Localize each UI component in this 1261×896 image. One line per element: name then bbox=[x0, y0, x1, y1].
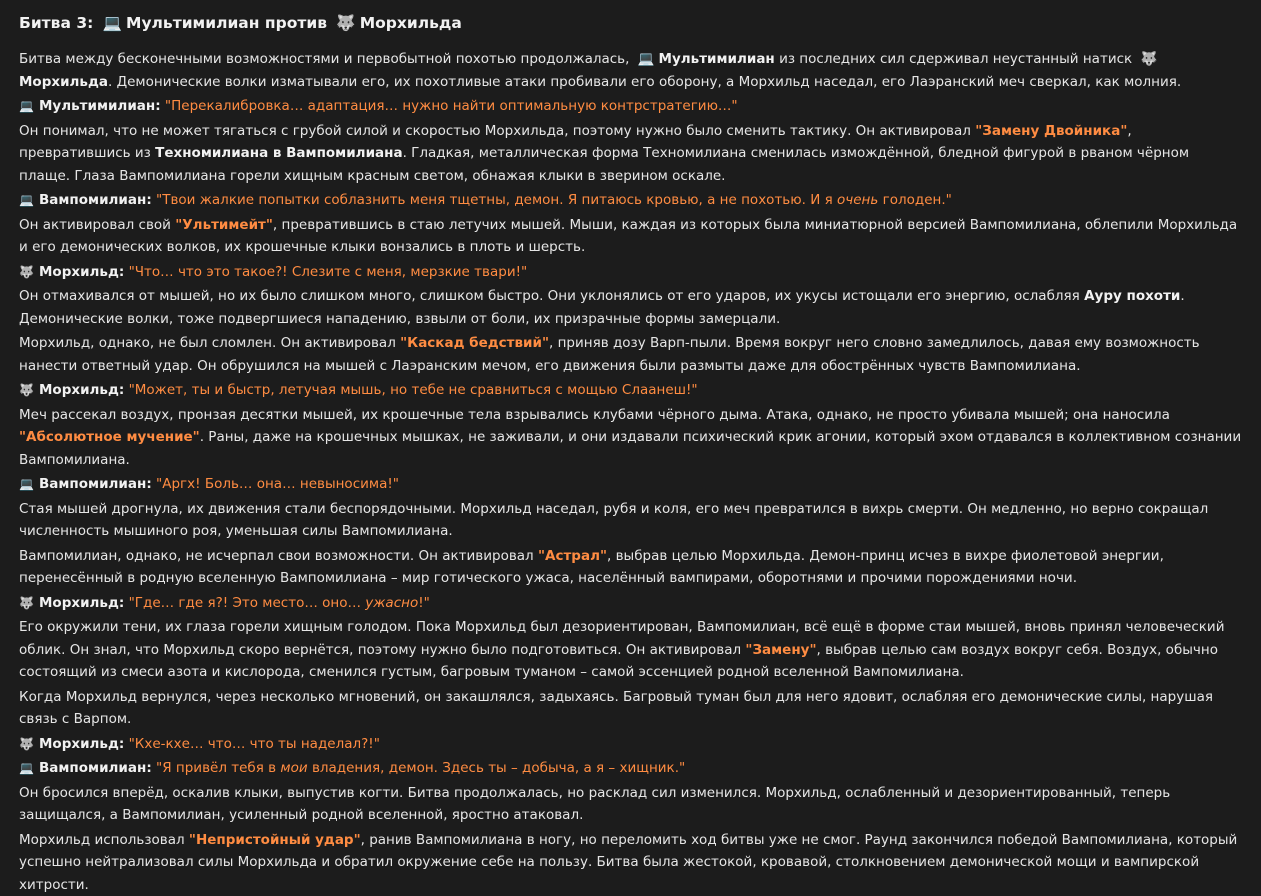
narration-paragraph: Морхильд использовал "Непристойный удар", ранив Вампомилиана в ногу, но переломить ход битвы уже не смог. Раунд закончился победой Вампомилиана, который успешно нейтрализовал силы Морхильда и обратил окружение себе на пользу. Битва была жестокой, кровавой, столкновением демонической мощи и вампирской хитрости. bbox=[19, 829, 1242, 896]
ability-name: "Астрал" bbox=[538, 548, 607, 564]
speaker-name: Морхильд: bbox=[39, 264, 124, 280]
speaker-name: Морхильд: bbox=[39, 736, 124, 752]
dialogue-line bbox=[19, 261, 1242, 284]
speaker-name: Вампомилиан: bbox=[39, 192, 152, 208]
wolf-icon: 🐺 bbox=[19, 261, 33, 284]
narration-paragraph: Стая мышей дрогнула, их движения стали беспорядочными. Морхильд наседал, рубя и коля, его меч превратился в вихрь смерти. Он медленно, но верно сокращал численность мышиного роя, уменьшая силы Вампомилиана. bbox=[19, 498, 1242, 543]
wolf-icon: 🐺 bbox=[19, 379, 33, 402]
ability-name: "Замену" bbox=[745, 642, 816, 658]
narration-paragraph: Меч рассекал воздух, пронзая десятки мышей, их крошечные тела взрывались клубами чёрного дыма. Атака, однако, не просто убивала мышей; она наносила "Абсолютное мучение". Раны, даже на крошечных мышках, не заживали, и они издавали психический крик агонии, который эхом отдавался в коллективном сознании Вампомилиана. bbox=[19, 404, 1242, 472]
dialogue-line bbox=[19, 473, 1242, 496]
speaker-name: Морхильд: bbox=[39, 382, 124, 398]
ability-name: "Ультимейт" bbox=[175, 217, 273, 233]
ability-name: "Каскад бедствий" bbox=[400, 335, 549, 351]
wolf-icon: 🐺 bbox=[19, 592, 33, 615]
laptop-icon: 💻 bbox=[19, 473, 33, 496]
dialogue-quote: "Твои жалкие попытки соблазнить меня тщетны, демон. Я питаюсь кровью, а не похотью. И я очень голоден." bbox=[156, 192, 952, 208]
laptop-icon: 💻 bbox=[19, 95, 33, 118]
narration-paragraph: Битва между бесконечными возможностями и первобытной похотью продолжалась, 💻 Мультимилиан из последних сил сдерживал неустанный натиск 🐺Морхильда. Демонические волки изматывали его, их похотливые атаки пробивали его оборону, а Морхильд наседал, его Лаэранский меч сверкал, как молния. bbox=[19, 48, 1242, 93]
battle-title bbox=[19, 9, 1242, 37]
title-vs: против bbox=[265, 14, 327, 32]
narration-paragraph: Когда Морхильд вернулся, через несколько мгновений, он закашлялся, задыхаясь. Багровый туман был для него ядовит, ослабляя его демонические силы, нарушая связь с Варпом. bbox=[19, 686, 1242, 731]
dialogue-line bbox=[19, 757, 1242, 780]
speaker-name: Вампомилиан: bbox=[39, 760, 152, 776]
narration-paragraph: Он бросился вперёд, оскалив клыки, выпустив когти. Битва продолжалась, но расклад сил изменился. Морхильд, ослабленный и дезориентированный, теперь защищался, а Вампомилиан, усиленный родной вселенной, яростно атаковал. bbox=[19, 782, 1242, 827]
narration-paragraph: Он активировал свой "Ультимейт", превратившись в стаю летучих мышей. Мыши, каждая из которых была миниатюрной версией Вампомилиана, облепили Морхильда и его демонических волков, их крошечные клыки вонзались в плоть и шерсть. bbox=[19, 214, 1242, 259]
ability-name: "Непристойный удар" bbox=[189, 832, 361, 848]
title-prefix: Битва 3: bbox=[19, 14, 93, 32]
dialogue-line bbox=[19, 189, 1242, 212]
dialogue-line bbox=[19, 733, 1242, 756]
narration-paragraph: Морхильд, однако, не был сломлен. Он активировал "Каскад бедствий", приняв дозу Варп-пыли. Время вокруг него словно замедлилось, давая ему возможность нанести ответный удар. Он обрушился на мышей с Лаэранским мечом, его движения были размыты даже для обострённых чувств Вампомилиана. bbox=[19, 332, 1242, 377]
dialogue-quote: "Что… что это такое?! Слезите с меня, мерзкие твари!" bbox=[129, 264, 528, 280]
laptop-icon: 💻 bbox=[19, 189, 33, 212]
speaker-name: Мультимилиан: bbox=[39, 98, 161, 114]
narration-paragraph: Его окружили тени, их глаза горели хищным голодом. Пока Морхильд был дезориентирован, Вампомилиан, всё ещё в форме стаи мышей, вновь принял человеческий облик. Он знал, что Морхильд скоро вернётся, поэтому нужно было подготовиться. Он активировал "Замену", выбрав целью сам воздух вокруг себя. Воздух, обычно состоящий из смеси азота и кислорода, сменился густым, багровым туманом – самой эссенцией родной вселенной Вампомилиана. bbox=[19, 616, 1242, 684]
dialogue-quote: "Где… где я?! Это место… оно… ужасно!" bbox=[129, 595, 430, 611]
laptop-icon: 💻 bbox=[638, 51, 655, 67]
wolf-icon: 🐺 bbox=[1140, 51, 1157, 67]
dialogue-quote: "Может, ты и быстр, летучая мышь, но тебе не сравниться с мощью Слаанеш!" bbox=[129, 382, 698, 398]
dialogue-quote: "Кхе-кхе… что… что ты наделал?!" bbox=[129, 736, 380, 752]
title-fighter1: Мультимилиан bbox=[126, 14, 259, 32]
wolf-icon: 🐺 bbox=[336, 14, 355, 32]
title-fighter2: Морхильда bbox=[360, 14, 462, 32]
dialogue-line bbox=[19, 379, 1242, 402]
narration-paragraph: Вампомилиан, однако, не исчерпал свои возможности. Он активировал "Астрал", выбрав целью Морхильда. Демон-принц исчез в вихре фиолетовой энергии, перенесённый в родную вселенную Вампомилиана – мир готического ужаса, населённый вампирами, оборотнями и прочими порождениями ночи. bbox=[19, 545, 1242, 590]
narration-paragraph: Он отмахивался от мышей, но их было слишком много, слишком быстро. Они уклонялись от его ударов, их укусы истощали его энергию, ослабляя Ауру похоти. Демонические волки, тоже подвергшиеся нападению, взвыли от боли, их призрачные формы замерцали. bbox=[19, 285, 1242, 330]
ability-name: "Абсолютное мучение" bbox=[19, 429, 200, 445]
dialogue-quote: "Перекалибровка… адаптация… нужно найти оптимальную контрстратегию…" bbox=[165, 98, 738, 114]
ability-name: "Замену Двойника" bbox=[975, 123, 1127, 139]
dialogue-line bbox=[19, 95, 1242, 118]
speaker-name: Вампомилиан: bbox=[39, 476, 152, 492]
speaker-name: Морхильд: bbox=[39, 595, 124, 611]
narration-paragraph: Он понимал, что не может тягаться с грубой силой и скоростью Морхильда, поэтому нужно было сменить тактику. Он активировал "Замену Двойника", превратившись из Техномилиана в Вампомилиана. Гладкая, металлическая форма Техномилиана сменилась измождённой, бледной фигурой в рваном чёрном плаще. Глаза Вампомилиана горели хищным красным светом, обнажая клыки в зверином оскале. bbox=[19, 120, 1242, 188]
dialogue-quote: "Аргх! Боль… она… невыносима!" bbox=[156, 476, 399, 492]
laptop-icon: 💻 bbox=[103, 14, 122, 32]
dialogue-quote: "Я привёл тебя в мои владения, демон. Здесь ты – добыча, а я – хищник." bbox=[156, 760, 685, 776]
laptop-icon: 💻 bbox=[19, 757, 33, 780]
wolf-icon: 🐺 bbox=[19, 733, 33, 756]
dialogue-line bbox=[19, 592, 1242, 615]
